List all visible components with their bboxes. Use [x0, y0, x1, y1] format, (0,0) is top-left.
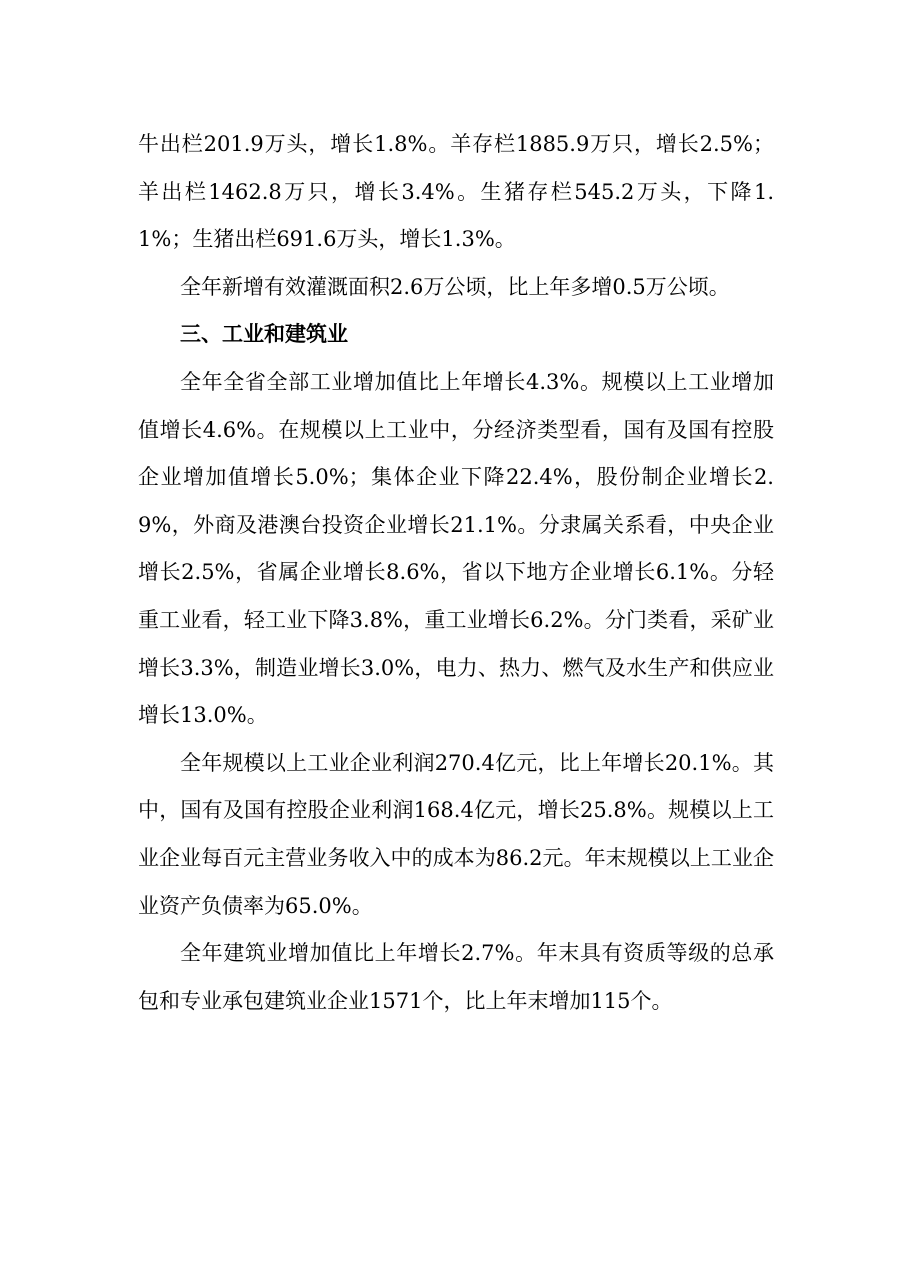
paragraph-livestock: 牛出栏201.9万头，增长1.8%。羊存栏1885.9万只，增长2.5%；羊出栏1462.8万只，增长3.4%。生猪存栏545.2万头，下降1.1%；生猪出栏691.6万头，增长1.3%。	[138, 132, 774, 252]
paragraph-construction: 全年建筑业增加值比上年增长2.7%。年末具有资质等级的总承包和专业承包建筑业企业1571个，比上年末增加115个。	[138, 941, 774, 1013]
paragraph-irrigation: 全年新增有效灌溉面积2.6万公顷，比上年多增0.5万公顷。	[180, 274, 730, 299]
document-page	[138, 121, 774, 1025]
section-heading: 三、工业和建筑业	[180, 322, 348, 347]
paragraph-industry-profit: 全年规模以上工业企业利润270.4亿元，比上年增长20.1%。其中，国有及国有控股企业利润168.4亿元，增长25.8%。规模以上工业企业每百元主营业务收入中的成本为86.2元。年末规模以上工业企业资产负债率为65.0%。	[138, 750, 774, 918]
paragraph-industry-growth: 全年全省全部工业增加值比上年增长4.3%。规模以上工业增加值增长4.6%。在规模以上工业中，分经济类型看，国有及国有控股企业增加值增长5.0%；集体企业下降22.4%，股份制企业增长2.9%，外商及港澳台投资企业增长21.1%。分隶属关系看，中央企业增长2.5%，省属企业增长8.6%，省以下地方企业增长6.1%。分轻重工业看，轻工业下降3.8%，重工业增长6.2%。分门类看，采矿业增长3.3%，制造业增长3.0%，电力、热力、燃气及水生产和供应业增长13.0%。	[138, 369, 774, 728]
